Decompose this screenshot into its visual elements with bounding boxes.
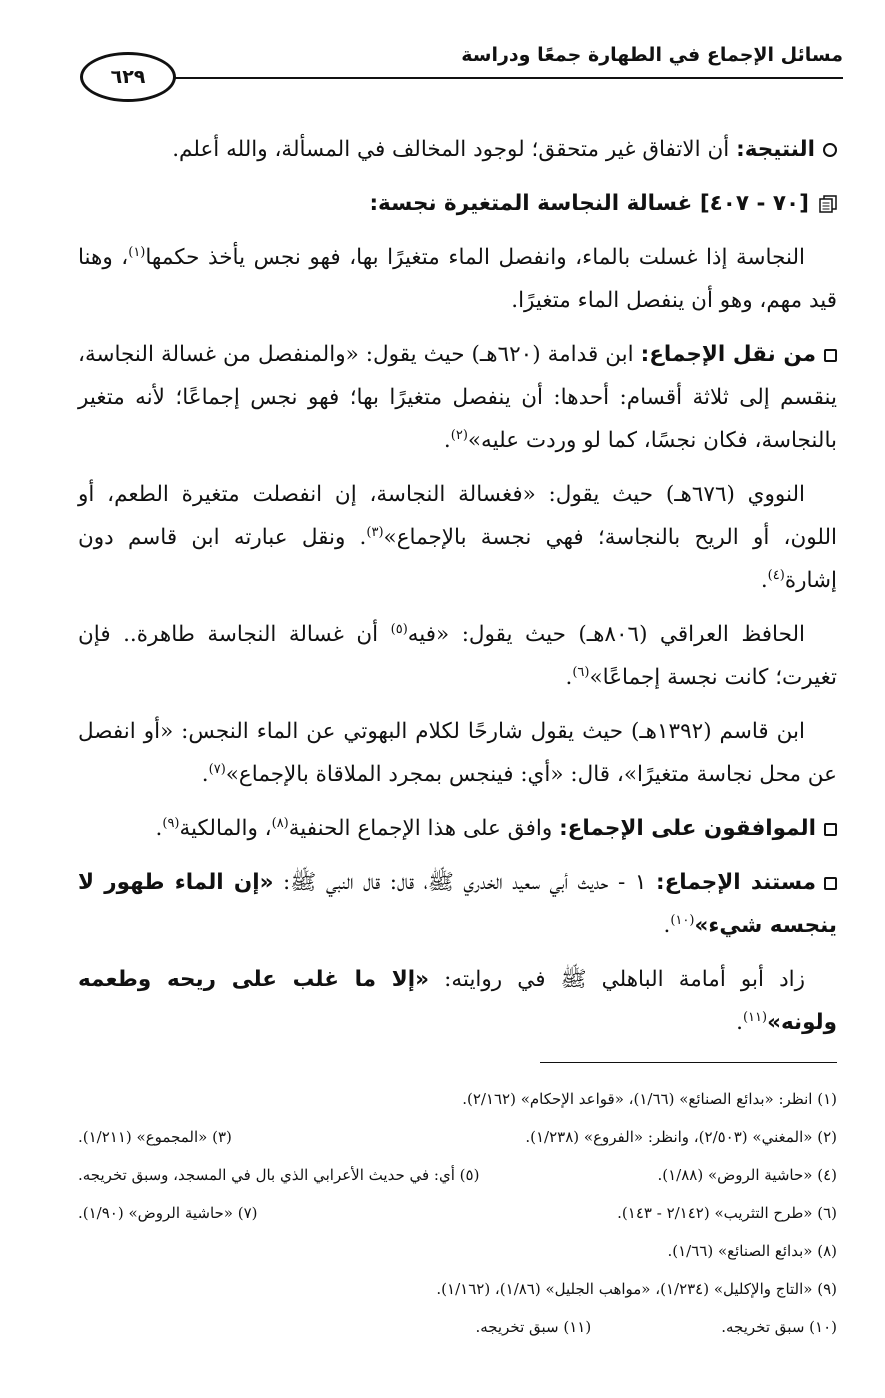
footnote-ref: (٤) xyxy=(767,567,785,583)
basis-label: مستند الإجماع: xyxy=(655,870,817,895)
punctuation: . xyxy=(201,762,209,787)
footnote-1: (١) انظر: «بدائع الصنائع» (١/٦٦)، «قواعد الإحكام» (٢/١٦٢). xyxy=(462,1090,837,1108)
footnote-line xyxy=(78,1232,837,1270)
footnote-11: (١١) سبق تخريجه. xyxy=(475,1318,592,1336)
punctuation: . xyxy=(663,913,671,938)
iraqi-text: الحافظ العراقي (٨٠٦هـ) حيث يقول: «فيه xyxy=(407,622,805,647)
basis-paragraph xyxy=(78,861,837,947)
footnote-line xyxy=(78,1080,837,1118)
footnote-9: (٩) «التاج والإكليل» (١/٢٣٤)، «مواهب الجليل» (١/٨٦)، (١/١٦٢). xyxy=(436,1280,837,1298)
footnote-ref: (١) xyxy=(128,244,146,260)
punctuation: . xyxy=(565,665,573,690)
transmission-paragraph xyxy=(78,333,837,462)
page-number-badge xyxy=(80,52,176,102)
footnote-ref: (٥) xyxy=(390,621,408,637)
footnote-separator xyxy=(540,1062,837,1063)
footnote-2: (٢) «المغني» (٢/٥٠٣)، وانظر: «الفروع» (١/٢٣٨). xyxy=(525,1128,837,1146)
page-number: ٦٢٩ xyxy=(110,66,146,88)
intro-text: النجاسة إذا غسلت بالماء، وانفصل الماء متغيرًا بها، فهو نجس يأخذ حكمها xyxy=(145,245,805,270)
agreeing-text: وافق على هذا الإجماع الحنفية xyxy=(288,816,560,841)
documents-icon xyxy=(819,195,837,213)
footnote-5: (٥) أي: في حديث الأعرابي الذي بال في المسجد، وسبق تخريجه. xyxy=(78,1166,480,1184)
footnote-line xyxy=(78,1308,837,1346)
footnote-ref: (٨) xyxy=(271,815,289,831)
square-bullet-icon xyxy=(824,877,837,890)
footnote-ref: (٢) xyxy=(450,427,468,443)
footnote-6: (٦) «طرح التثريب» (٢/١٤٢ - ١٤٣). xyxy=(617,1204,837,1222)
square-bullet-icon xyxy=(824,823,837,836)
footnote-ref: (١١) xyxy=(742,1009,768,1025)
result-label: النتيجة: xyxy=(736,137,815,162)
footnote-ref: (٦) xyxy=(572,664,590,680)
punctuation: . xyxy=(736,1010,743,1035)
footnote-ref: (٣) xyxy=(366,524,384,540)
footnote-3: (٣) «المجموع» (١/٢١١). xyxy=(78,1128,232,1146)
footnote-8: (٨) «بدائع الصنائع» (١/٦٦). xyxy=(667,1242,837,1260)
header-rule xyxy=(150,77,843,79)
section-heading xyxy=(78,182,837,225)
footnotes xyxy=(78,1080,837,1346)
section-title: غسالة النجاسة المتغيرة نجسة: xyxy=(369,191,700,216)
circle-bullet-icon xyxy=(823,143,837,157)
nawawi-text: النووي (٦٧٦هـ) حيث يقول: «فغسالة النجاسة، إن انفصلت متغيرة الطعم، أو اللون، أو الريح بالنجاسة؛ فهي نجسة بالإجماع» xyxy=(78,482,837,550)
addition-paragraph xyxy=(78,958,837,1044)
transmission-text: ابن قدامة (٦٢٠هـ) حيث يقول: «والمنفصل من غسالة النجاسة، ينقسم إلى ثلاثة أقسام: أحدها: أن ينفصل متغيرًا بها؛ فهو نجس إجماعًا؛ لأنه متغير بالنجاسة، فكان نجسًا، كما لو وردت عليه» xyxy=(78,342,837,453)
addition-text: زاد أبو أمامة الباهلي ﷺ في روايته: xyxy=(429,967,805,992)
ibn-qasim-text: ابن قاسم (١٣٩٢هـ) حيث يقول شارحًا لكلام البهوتي عن الماء النجس: «أو انفصل عن محل نجاسة متغيرًا»، قال: «أي: فينجس بمجرد الملاقاة بالإجماع» xyxy=(78,719,837,787)
iraqi-text-2: أن غسالة النجاسة طاهرة.. فإن تغيرت؛ كانت نجسة إجماعًا» xyxy=(78,622,837,690)
agreeing-text-2: ، والمالكية xyxy=(179,816,272,841)
footnote-line xyxy=(78,1194,837,1232)
intro-paragraph xyxy=(78,236,837,322)
square-bullet-icon xyxy=(824,349,837,362)
punctuation: . xyxy=(155,816,163,841)
agreeing-label: الموافقون على الإجماع: xyxy=(559,816,816,841)
agreeing-paragraph xyxy=(78,807,837,850)
transmission-label: من نقل الإجماع: xyxy=(640,342,817,367)
footnote-line xyxy=(78,1270,837,1308)
punctuation: . xyxy=(443,428,451,453)
basis-text: ١ - حديث أبي سعيد الخدري ﷺ، قال: قال النبي ﷺ: xyxy=(273,870,656,895)
result-paragraph xyxy=(78,128,837,171)
footnote-line xyxy=(78,1156,837,1194)
footnote-ref: (١٠) xyxy=(670,912,695,928)
intro-text-2: ، وهنا قيد مهم، وهو أن ينفصل الماء متغيرًا. xyxy=(78,245,837,313)
hadith-quote: «إلا ما غلب على ريحه وطعمه ولونه» xyxy=(78,967,837,1035)
footnote-ref: (٩) xyxy=(162,815,180,831)
nawawi-text-2: . ونقل عبارته ابن قاسم دون إشارة xyxy=(78,525,837,593)
iraqi-paragraph xyxy=(78,613,837,699)
section-number: [٧٠ - ٤٠٧] xyxy=(699,191,809,216)
footnote-4: (٤) «حاشية الروض» (١/٨٨). xyxy=(657,1166,837,1184)
punctuation: . xyxy=(760,568,768,593)
hadith-quote: «إن الماء طهور لا ينجسه شيء» xyxy=(78,870,837,938)
footnote-line xyxy=(78,1118,837,1156)
main-text xyxy=(78,128,837,1055)
footnote-7: (٧) «حاشية الروض» (١/٩٠). xyxy=(78,1204,258,1222)
footnote-ref: (٧) xyxy=(208,761,226,777)
running-header-title: مسائل الإجماع في الطهارة جمعًا ودراسة xyxy=(461,44,843,66)
footnote-10: (١٠) سبق تخريجه. xyxy=(721,1318,837,1336)
result-text: أن الاتفاق غير متحقق؛ لوجود المخالف في المسألة، والله أعلم. xyxy=(172,137,737,162)
nawawi-paragraph xyxy=(78,473,837,602)
ibn-qasim-paragraph xyxy=(78,710,837,796)
